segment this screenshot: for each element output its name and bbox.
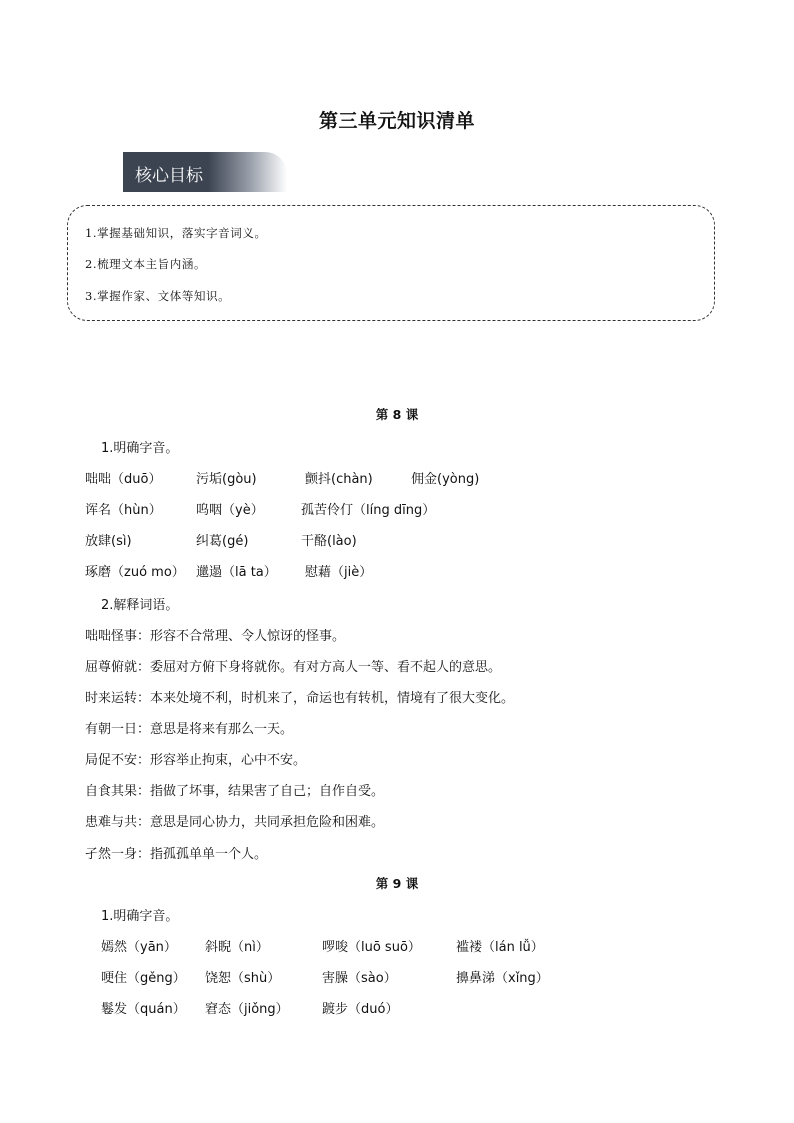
pron-item: 干酪(lào) — [301, 534, 357, 549]
pron-item: 邋遢（lā ta） — [196, 565, 277, 580]
definition-line: 患难与共：意思是同心协力，共同承担危险和困难。 — [85, 815, 385, 830]
core-goals-banner — [123, 152, 287, 192]
lesson-9-section-pronunciation: 1.明确字音。 — [101, 909, 179, 924]
pron-item: 斜睨（nì） — [205, 940, 269, 955]
definition-line: 局促不安：形容举止拘束，心中不安。 — [85, 753, 307, 768]
definition-line: 孑然一身：指孤孤单单一个人。 — [85, 847, 268, 862]
pron-item: 颤抖(chàn) — [305, 472, 373, 487]
pron-item: 呜咽（yè） — [196, 503, 264, 518]
definition-line: 屈尊俯就：委屈对方俯下身将就你。有对方高人一等、看不起人的意思。 — [85, 660, 502, 675]
lesson-8-heading: 第 8 课 — [375, 407, 419, 422]
pron-item: 污垢(gòu) — [196, 472, 257, 487]
pron-item: 慰藉（jiè） — [305, 565, 373, 580]
pron-item: 琢磨（zuó mo） — [85, 565, 185, 580]
goal-item: 3.掌握作家、文体等知识。 — [85, 289, 231, 303]
pron-item: 鬈发（quán） — [101, 1002, 186, 1017]
lesson-8-section-pronunciation: 1.明确字音。 — [101, 441, 179, 456]
pron-item: 窘态（jiǒng） — [205, 1002, 289, 1017]
pron-item: 诨名（hùn） — [85, 503, 162, 518]
definition-line: 自食其果：指做了坏事，结果害了自己；自作自受。 — [85, 784, 385, 799]
pron-item: 咄咄（duō） — [85, 472, 162, 487]
goal-item: 2.梳理文本主旨内涵。 — [85, 257, 207, 271]
pron-item: 孤苦伶仃（líng dīng） — [301, 503, 436, 518]
pron-item: 害臊（sào） — [322, 971, 397, 986]
page-title: 第三单元知识清单 — [318, 110, 475, 132]
pron-item: 放肆(sì) — [85, 534, 132, 549]
pron-item: 啰唆（luō suō） — [322, 940, 421, 955]
pron-item: 踱步（duó） — [322, 1002, 399, 1017]
pron-item: 嫣然（yān） — [101, 940, 177, 955]
lesson-9-heading: 第 9 课 — [375, 876, 419, 891]
goal-item: 1.掌握基础知识，落实字音词义。 — [85, 226, 267, 240]
pron-item: 纠葛(gé) — [196, 534, 249, 549]
pron-item: 饶恕（shù） — [205, 971, 281, 986]
definition-line: 时来运转：本来处境不利，时机来了，命运也有转机，情境有了很大变化。 — [85, 691, 515, 706]
pron-item: 擤鼻涕（xǐng） — [456, 971, 549, 986]
pron-item: 佣金(yòng) — [411, 472, 480, 487]
definition-line: 有朝一日：意思是将来有那么一天。 — [85, 722, 294, 737]
pron-item: 褴褛（lán lǚ） — [456, 940, 544, 955]
definition-line: 咄咄怪事：形容不合常理、令人惊讶的怪事。 — [85, 629, 346, 644]
banner-label: 核心目标 — [135, 166, 203, 186]
pron-item: 哽住（gěng） — [101, 971, 186, 986]
lesson-8-section-vocabulary: 2.解释词语。 — [101, 598, 179, 613]
